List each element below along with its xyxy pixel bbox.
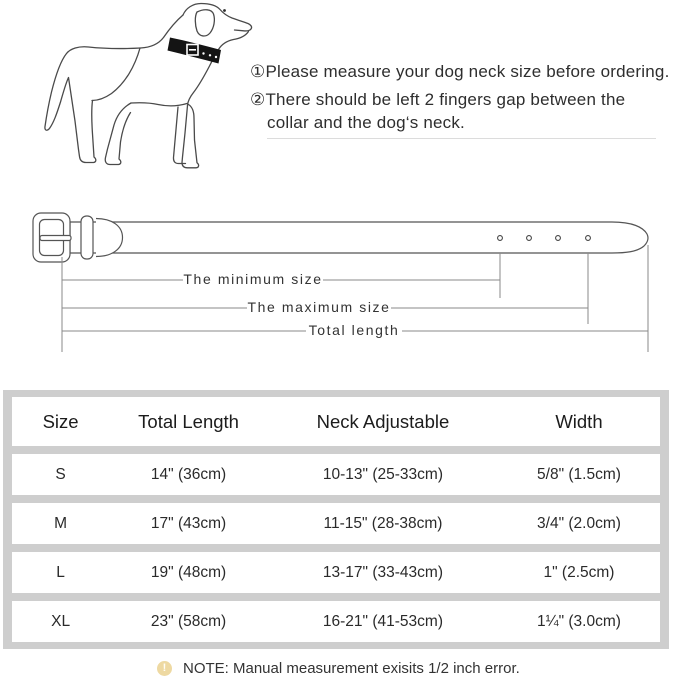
cell-size: L (56, 563, 65, 581)
dog-illustration (30, 0, 255, 180)
size-table (3, 390, 669, 649)
label-total-length: Total length (308, 322, 400, 338)
exclamation-icon: ! (157, 661, 172, 676)
cell-width: 5/8" (1.5cm) (537, 465, 621, 483)
cell-size: XL (51, 612, 71, 630)
cell-width: 3/4" (2.0cm) (537, 514, 621, 532)
belt-strap (70, 222, 648, 253)
dog-ear (195, 10, 214, 36)
cell-total-length: 17" (43cm) (150, 514, 227, 532)
header-size: Size (42, 410, 79, 432)
measurement-note (157, 660, 520, 677)
instruction-line-1: ①Please measure your dog neck size before ordering. (250, 62, 670, 81)
dog-collar-stud (202, 52, 204, 54)
table-row-xl (12, 601, 660, 642)
cell-width: 1" (2.5cm) (543, 563, 615, 581)
instructions-divider (267, 138, 656, 139)
cell-total-length: 14" (36cm) (150, 465, 227, 483)
dog-collar (168, 38, 222, 64)
cell-total-length: 23" (58cm) (150, 612, 227, 630)
cell-size: S (55, 465, 66, 483)
table-row-m (12, 503, 660, 544)
note-text: NOTE: Manual measurement exisits 1/2 inch error. (183, 660, 520, 677)
collar-measurement-diagram (0, 205, 679, 365)
belt-keeper (81, 216, 93, 259)
cell-neck-adjustable: 16-21" (41-53cm) (322, 612, 443, 630)
size-table-header-row (12, 397, 660, 446)
cell-neck-adjustable: 10-13" (25-33cm) (322, 465, 443, 483)
dog-eye (223, 9, 226, 12)
measurement-lines (62, 245, 648, 352)
dog-collar-stud (209, 54, 211, 56)
header-total-length: Total Length (138, 410, 239, 432)
header-neck-adjustable: Neck Adjustable (316, 410, 450, 432)
cell-width: 1¼" (3.0cm) (537, 612, 621, 630)
instruction-line-3: collar and the dog‘s neck. (267, 113, 465, 132)
cell-neck-adjustable: 13-17" (33-43cm) (322, 563, 443, 581)
belt-buckle-prong (40, 236, 71, 241)
cell-total-length: 19" (48cm) (150, 563, 227, 581)
table-row-s (12, 454, 660, 495)
table-row-l (12, 552, 660, 593)
belt-drawing (33, 213, 648, 262)
dog-collar-stud (215, 56, 217, 58)
dog-outline (45, 4, 252, 168)
cell-size: M (54, 514, 68, 532)
belt-buckle (33, 213, 71, 262)
label-minimum-size: The minimum size (183, 271, 323, 287)
cell-neck-adjustable: 11-15" (28-38cm) (323, 514, 443, 532)
label-maximum-size: The maximum size (247, 299, 391, 315)
header-width: Width (555, 410, 603, 432)
instruction-line-2: ②There should be left 2 fingers gap between the (250, 90, 626, 109)
